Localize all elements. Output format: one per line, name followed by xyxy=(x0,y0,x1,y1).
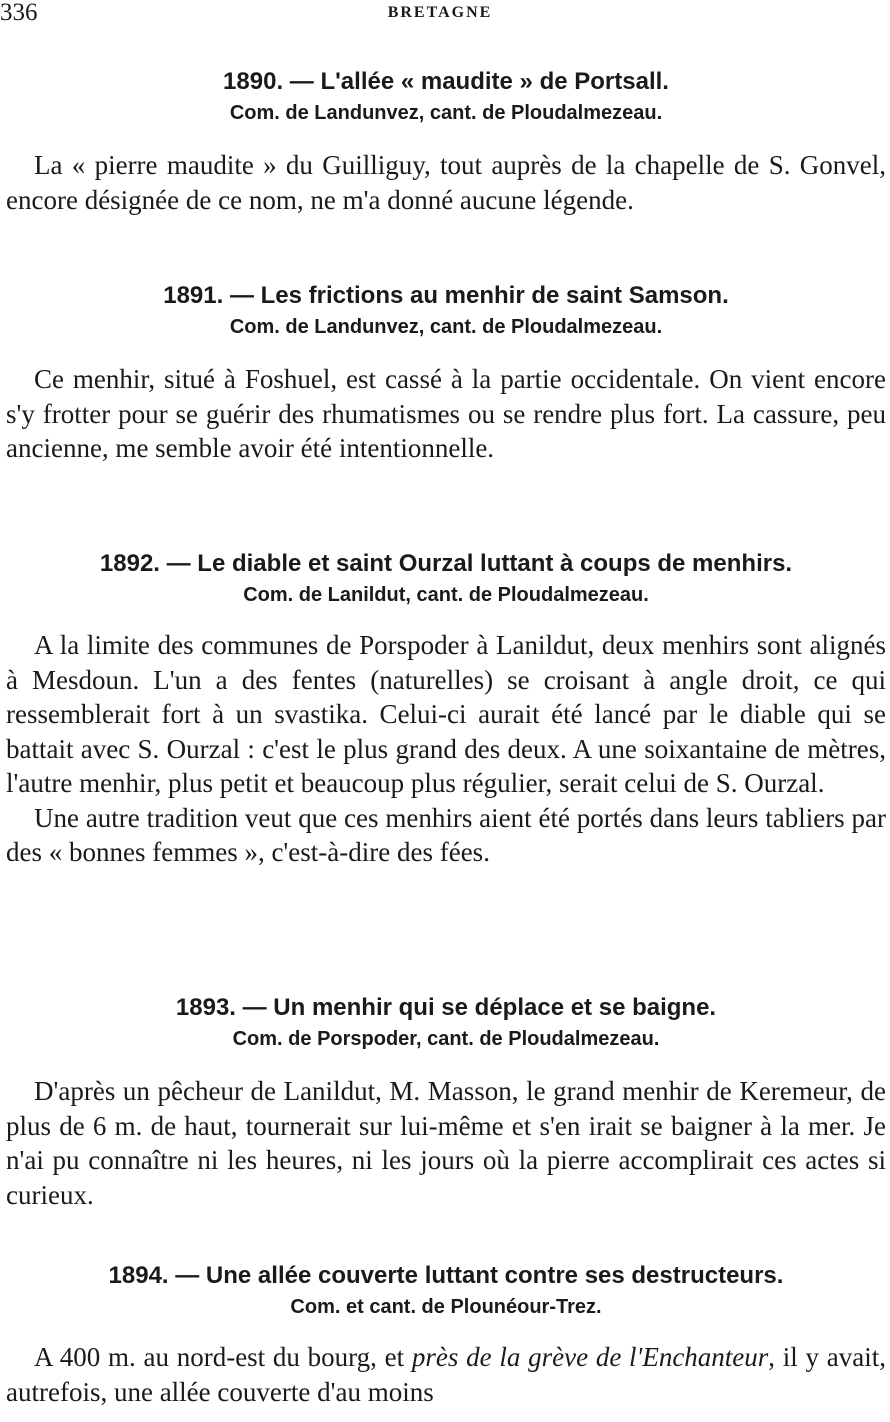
section-title: 1892. — Le diable et saint Ourzal luttant à coups de menhirs. xyxy=(99,550,793,577)
page-number: 336 xyxy=(0,0,38,26)
paragraph: Ce menhir, situé à Foshuel, est cassé à la partie occidentale. On vient encore s'y frotter pour se guérir des rhumatismes ou se rendre plus fort. La cassure, peu ancienne, me semble avoir été intentionnelle. xyxy=(6,364,886,463)
paragraph xyxy=(6,1340,886,1409)
section-1894 xyxy=(6,1260,886,1409)
paragraph-text: , il y avait, autrefois, une allée couverte d'au moins xyxy=(6,1342,886,1407)
section-1891 xyxy=(6,280,886,466)
place-name-italic: près de la grève de l'Enchanteur xyxy=(411,1342,769,1372)
running-title: BRETAGNE xyxy=(387,4,493,21)
section-title: 1890. — L'allée « maudite » de Portsall. xyxy=(223,68,669,95)
running-head xyxy=(0,0,890,30)
section-1890 xyxy=(6,66,886,217)
section-location: Com. de Porspoder, cant. de Ploudalmezeau. xyxy=(232,1028,660,1050)
section-title: 1891. — Les frictions au menhir de saint Samson. xyxy=(163,282,729,309)
section-1892 xyxy=(6,548,886,870)
section-1893 xyxy=(6,992,886,1212)
section-location: Com. de Lanildut, cant. de Ploudalmezeau. xyxy=(243,584,649,606)
section-title: 1894. — Une allée couverte luttant contre ses destructeurs. xyxy=(108,1262,784,1289)
paragraph: A la limite des communes de Porspoder à Lanildut, deux menhirs sont alignés à Mesdoun. L'un a des fentes (naturelles) se croisant à angle droit, ce qui ressemblerait fort à un svastika. Celui-ci aurait été lancé par le diable qui se battait avec S. Ourzal : c'est le plus grand des deux. A une soixantaine de mètres, l'autre menhir, plus petit et beaucoup plus régulier, serait celui de S. Ourzal. xyxy=(6,630,886,798)
paragraph-text: A 400 m. au nord-est du bourg, et xyxy=(34,1342,412,1372)
section-location: Com. de Landunvez, cant. de Ploudalmezeau. xyxy=(229,102,663,124)
section-location: Com. et cant. de Plounéour-Trez. xyxy=(290,1296,602,1318)
paragraph: D'après un pêcheur de Lanildut, M. Masson, le grand menhir de Keremeur, de plus de 6 m. de haut, tournerait sur lui-même et s'en irait se baigner à la mer. Je n'ai pu connaître ni les heures, ni les jours où la pierre accomplirait ces actes si curieux. xyxy=(6,1076,886,1210)
paragraph: La « pierre maudite » du Guilliguy, tout auprès de la chapelle de S. Gonvel, encore désignée de ce nom, ne m'a donné aucune légende. xyxy=(6,150,886,215)
paragraph: Une autre tradition veut que ces menhirs aient été portés dans leurs tabliers par des « bonnes femmes », c'est-à-dire des fées. xyxy=(6,802,886,867)
section-title: 1893. — Un menhir qui se déplace et se baigne. xyxy=(175,994,717,1021)
section-location: Com. de Landunvez, cant. de Ploudalmezeau. xyxy=(229,316,663,338)
